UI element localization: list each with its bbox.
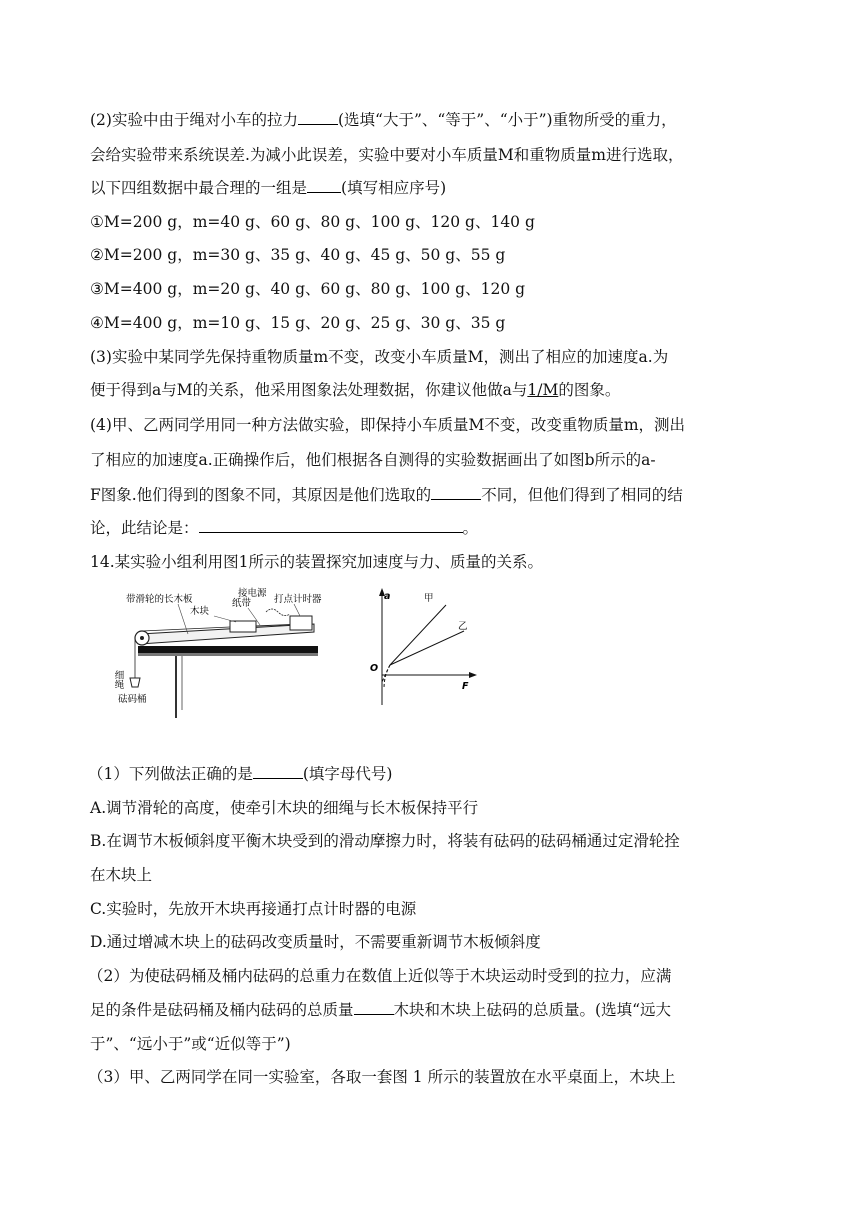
label-timer: 打点计时器: [274, 594, 322, 605]
option-2: ②M=200 g，m=30 g、35 g、40 g、45 g、50 g、55 g: [90, 246, 506, 264]
option-4: ④M=400 g，m=10 g、15 g、20 g、25 g、30 g、35 g: [90, 314, 506, 332]
label-power: 接电源: [238, 588, 267, 599]
label-yi: 乙: [458, 621, 468, 632]
q14-sub2-line1: （2）为使砝码桶及桶内砝码的总重力在数值上近似等于木块运动时受到的拉力，应满: [88, 967, 672, 985]
option-C: C.实验时，先放开木块再接通打点计时器的电源: [90, 900, 417, 918]
line-jia: [390, 605, 446, 665]
line-yi: [390, 631, 464, 665]
option-B-line1: B.在调节木板倾斜度平衡木块受到的滑动摩擦力时，将装有砝码的砝码桶通过定滑轮拴: [90, 832, 680, 850]
label-tape: 纸带: [232, 598, 252, 609]
weight-bucket: [130, 678, 140, 687]
label-board: 带滑轮的长木板: [126, 594, 193, 605]
axis-label-a: a: [384, 591, 391, 602]
blank-conclusion[interactable]: [199, 518, 463, 533]
block: [230, 621, 256, 632]
q14-sub2-line2: 足的条件是砝码桶及桶内砝码的总质量 木块和木块上砝码的总质量。(选填“远大: [90, 1001, 671, 1019]
q13-part4-line4: 论，此结论是： 。: [90, 519, 479, 537]
q13-part2-line2: 会给实验带来系统误差.为减小此误差，实验中要对小车质量M和重物质量m进行选取，: [90, 146, 684, 164]
option-3: ③M=400 g，m=20 g、40 g、60 g、80 g、100 g、120 g: [90, 280, 526, 298]
q14-sub1: （1）下列做法正确的是 (填字母代号): [88, 765, 393, 783]
origin-label: O: [370, 663, 379, 674]
q13-part3-line2: 便于得到a与M的关系，他采用图象法处理数据，你建议他做a与1/M的图象。: [90, 381, 621, 399]
blank-tension[interactable]: [298, 110, 338, 125]
timer-device: [290, 616, 312, 630]
blank-best-group[interactable]: [307, 178, 341, 193]
q14-stem: 14.某实验小组利用图1所示的装置探究加速度与力、质量的关系。: [90, 553, 544, 571]
axis-label-F: F: [462, 681, 469, 692]
blank-correct-options[interactable]: [253, 764, 303, 779]
table-top: [138, 646, 318, 653]
q14-sub3-line1: （3）甲、乙两同学在同一实验室，各取一套图 1 所示的装置放在水平桌面上，木块上: [88, 1068, 676, 1086]
option-D: D.通过增减木块上的砝码改变质量时，不需要重新调节木板倾斜度: [90, 933, 541, 951]
q14-sub2-line3: 于”、“远小于”或“近似等于”): [90, 1035, 291, 1053]
label-rope: 细绳: [112, 670, 124, 689]
q13-part2-line3: 以下四组数据中最合理的一组是 (填写相应序号): [90, 179, 447, 197]
option-A: A.调节滑轮的高度，使牵引木块的细绳与长木板保持平行: [90, 799, 479, 817]
q13-part4-line3: F图象.他们得到的图象不同，其原因是他们选取的 不同，但他们得到了相同的结: [90, 486, 683, 504]
a-F-graph: [360, 585, 480, 710]
blank-mass-relation[interactable]: [354, 1000, 394, 1015]
label-bucket: 砝码桶: [118, 694, 147, 705]
q13-part4-line1: (4)甲、乙两同学用同一种方法做实验，即保持小车质量M不变，改变重物质量m，测出: [90, 416, 686, 434]
blank-chosen-variable[interactable]: [431, 485, 481, 500]
q13-part3-line1: (3)实验中某同学先保持重物质量m不变，改变小车质量M，测出了相应的加速度a.为: [90, 348, 669, 366]
q13-part4-line2: 了相应的加速度a.正确操作后，他们根据各自测得的实验数据画出了如图b所示的a-: [90, 451, 656, 469]
label-block: 木块: [190, 606, 210, 617]
answer-1-over-M: 1/M: [527, 381, 559, 399]
option-1: ①M=200 g，m=40 g、60 g、80 g、100 g、120 g、140 g: [90, 213, 535, 231]
apparatus-figure: [112, 588, 328, 720]
label-jia: 甲: [424, 593, 434, 604]
option-B-line2: 在木块上: [90, 866, 153, 884]
q13-part2-line1: (2)实验中由于绳对小车的拉力 (选填“大于”、“等于”、“小于”)重物所受的重力，: [90, 111, 677, 129]
